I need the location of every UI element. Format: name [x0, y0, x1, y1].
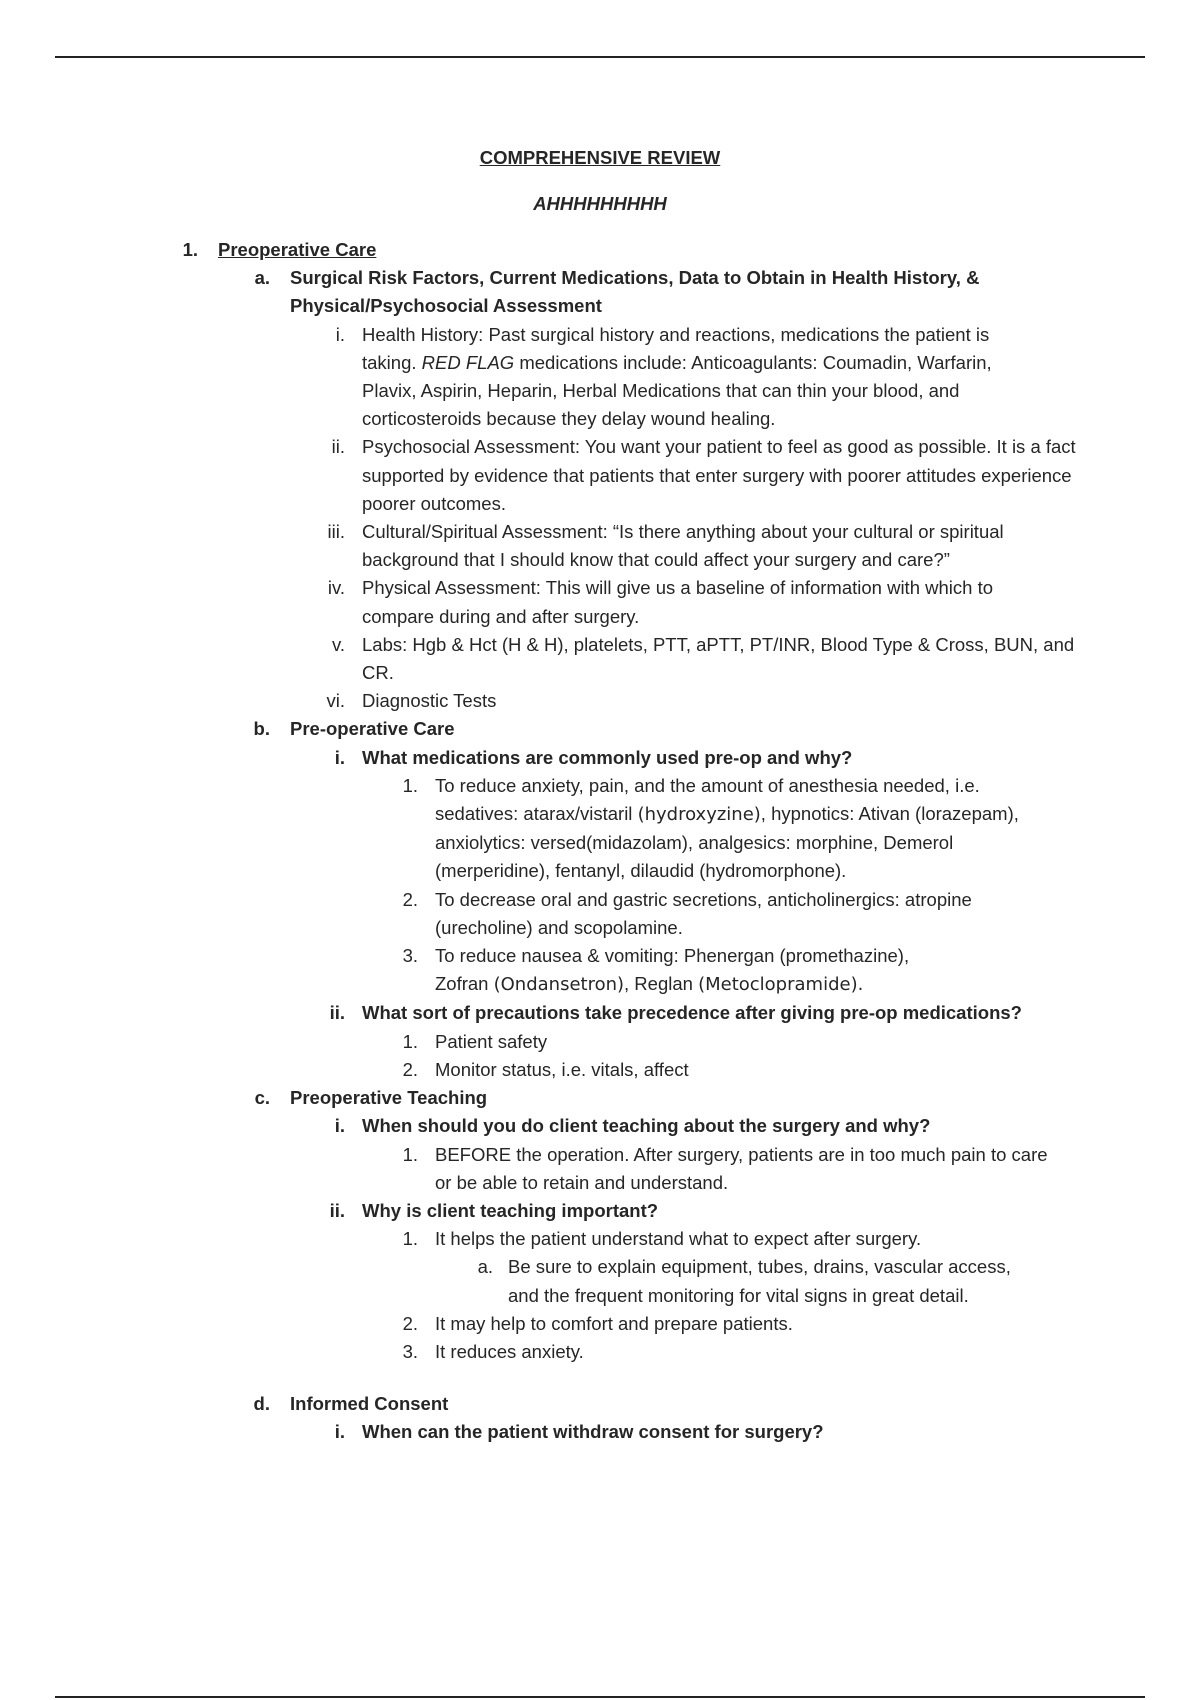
list-item — [0, 518, 1200, 574]
list-marker: 1. — [402, 1143, 418, 1165]
list-marker: i. — [334, 1421, 345, 1443]
red-flag-emphasis: RED FLAG — [421, 351, 515, 373]
subsection-heading: Informed Consent — [290, 1393, 449, 1415]
question-text: What sort of precautions take precedence after giving pre-op medications? — [362, 1002, 1022, 1024]
subsection-heading: Surgical Risk Factors, Current Medications, Data to Obtain in Health History, & Physical/Psychosocial Assessment — [290, 267, 980, 317]
list-item — [0, 574, 1200, 630]
top-rule — [55, 56, 1145, 58]
list-marker: 1. — [402, 1030, 418, 1052]
section-d — [0, 1390, 1200, 1418]
subsection-heading: Pre-operative Care — [290, 718, 455, 740]
section-1 — [0, 236, 1200, 264]
section-a — [0, 264, 1200, 320]
list-marker: iv. — [327, 577, 345, 599]
list-marker: v. — [331, 633, 345, 655]
list-item — [0, 687, 1200, 715]
question-text: When can the patient withdraw consent for surgery? — [362, 1421, 824, 1443]
list-marker: 1. — [402, 774, 418, 796]
list-marker: vi. — [326, 690, 345, 712]
list-marker: ii. — [329, 1199, 345, 1221]
list-item — [0, 1056, 1200, 1084]
list-marker: 2. — [402, 888, 418, 910]
list-marker: 1. — [182, 239, 198, 260]
list-text: BEFORE the operation. After surgery, patients are in too much pain to care or be able to retain and understand. — [435, 1143, 1048, 1193]
list-text: Psychosocial Assessment: You want your patient to feel as good as possible. It is a fact supported by evidence that patients that enter surgery with poorer attitudes experience poorer outcomes. — [362, 436, 1076, 514]
question-item — [0, 744, 1200, 772]
list-item — [0, 631, 1200, 687]
drug-name: (Ondansetron) — [493, 974, 625, 996]
list-marker: a. — [477, 1256, 493, 1278]
bottom-rule — [55, 1696, 1145, 1698]
list-item — [0, 1141, 1200, 1197]
list-marker: b. — [253, 718, 270, 740]
list-marker: d. — [253, 1393, 270, 1415]
list-text: Physical Assessment: This will give us a baseline of information with which to compare during and after surgery. — [362, 577, 993, 627]
list-marker: 2. — [402, 1312, 418, 1334]
list-item — [0, 321, 1200, 434]
list-text: Patient safety — [435, 1030, 548, 1052]
section-b — [0, 715, 1200, 743]
list-marker: c. — [254, 1087, 270, 1109]
list-text: Cultural/Spiritual Assessment: “Is there anything about your cultural or spiritual background that I should know that could affect your surgery and care?” — [362, 521, 1004, 571]
list-text: Diagnostic Tests — [362, 690, 497, 712]
list-text: To decrease oral and gastric secretions, anticholinergics: atropine (urecholine) and scopolamine. — [435, 888, 972, 938]
list-marker: ii. — [331, 436, 345, 458]
outline — [0, 236, 1200, 1447]
question-item — [0, 1197, 1200, 1225]
list-text: Monitor status, i.e. vitals, affect — [435, 1058, 689, 1080]
list-item — [0, 1310, 1200, 1338]
question-text: Why is client teaching important? — [362, 1199, 659, 1221]
section-c — [0, 1084, 1200, 1112]
list-item — [0, 1028, 1200, 1056]
question-item — [0, 1112, 1200, 1140]
question-item — [0, 999, 1200, 1027]
section-heading: Preoperative Care — [218, 239, 377, 260]
list-text: Labs: Hgb & Hct (H & H), platelets, PTT, aPTT, PT/INR, Blood Type & Cross, BUN, and CR. — [362, 633, 1075, 684]
list-marker: i. — [334, 746, 345, 768]
spacer — [0, 1366, 1200, 1390]
list-text: Be sure to explain equipment, tubes, drains, vascular access, and the frequent monitoring for vital signs in great detail. — [508, 1256, 1011, 1306]
list-marker: 3. — [402, 945, 418, 967]
list-marker: 1. — [402, 1228, 418, 1250]
list-text: Health History: Past surgical history and reactions, medications the patient is taking. RED FLAG medications include: Anticoagulants: Coumadin, Warfarin, Plavix, Aspirin, Heparin, Herbal Medications that can thin your blood, and corticosteroids because they delay wound healing. — [362, 323, 992, 430]
list-item — [0, 886, 1200, 942]
list-marker: 2. — [402, 1058, 418, 1080]
drug-name: (hydroxyzine) — [637, 804, 761, 826]
question-text: When should you do client teaching about the surgery and why? — [362, 1115, 931, 1137]
document-title: COMPREHENSIVE REVIEW — [479, 147, 721, 168]
list-marker: 3. — [402, 1340, 418, 1362]
list-text: It helps the patient understand what to expect after surgery. — [435, 1228, 922, 1250]
list-marker: ii. — [329, 1002, 345, 1024]
list-item — [0, 1253, 1200, 1309]
list-item — [0, 1225, 1200, 1253]
list-text: It may help to comfort and prepare patients. — [435, 1312, 793, 1334]
list-marker: a. — [254, 267, 270, 289]
list-item — [0, 1338, 1200, 1366]
list-text: To reduce nausea & vomiting: Phenergan (promethazine), Zofran (Ondansetron), Reglan (Metoclopramide). — [435, 945, 910, 996]
list-marker: i. — [334, 1115, 345, 1137]
drug-name: (Metoclopramide). — [698, 974, 864, 996]
document-subtitle: AHHHHHHHHH — [533, 193, 667, 214]
list-item — [0, 942, 1200, 999]
question-text: What medications are commonly used pre-op and why? — [362, 746, 853, 768]
subsection-heading: Preoperative Teaching — [290, 1087, 488, 1109]
list-item — [0, 772, 1200, 886]
question-item — [0, 1418, 1200, 1446]
list-text: To reduce anxiety, pain, and the amount of anesthesia needed, i.e. sedatives: atarax/vistaril (hydroxyzine), hypnotics: Ativan (lorazepam), anxiolytics: versed(midazolam), analgesics: morphine, Demerol (merperidine), fentanyl, dilaudid (hydromorphone). — [435, 774, 1019, 882]
list-text: It reduces anxiety. — [435, 1340, 584, 1362]
list-marker: i. — [335, 323, 345, 345]
list-item — [0, 433, 1200, 518]
list-marker: iii. — [327, 521, 345, 543]
